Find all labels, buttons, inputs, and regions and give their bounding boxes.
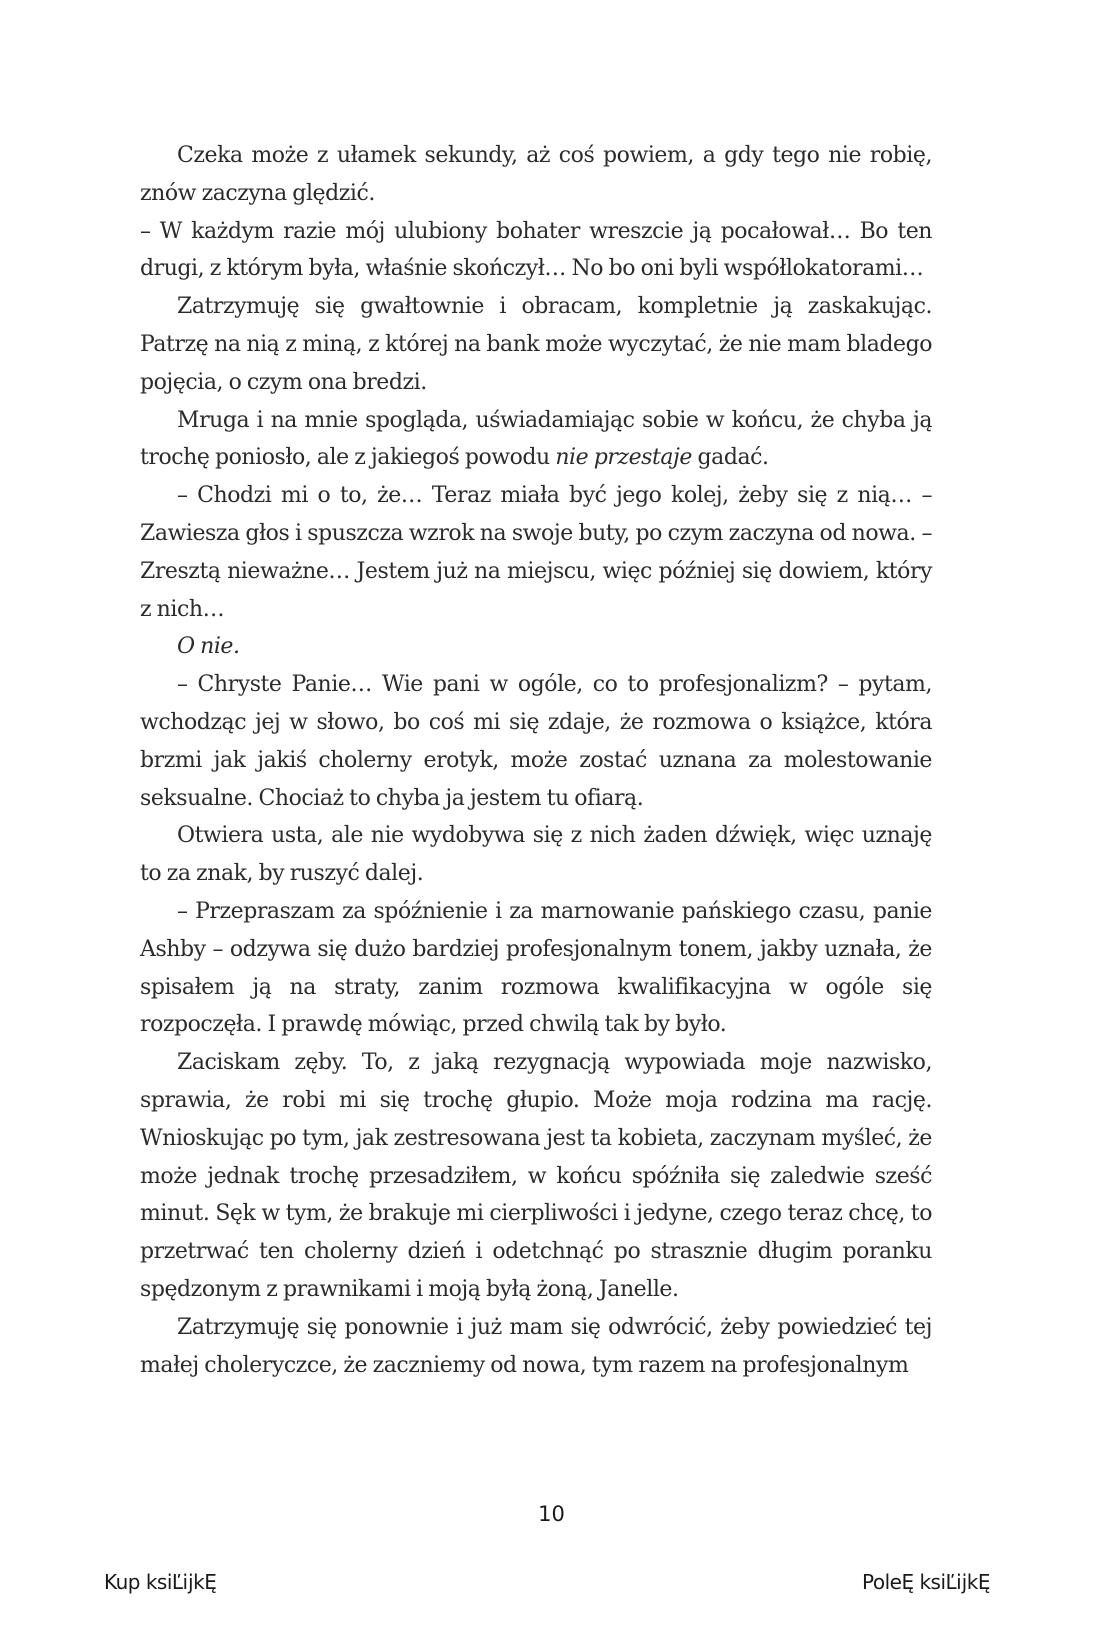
- paragraph-10: Zaciskam zęby. To, z jaką rezygnacją wypowiada moje nazwisko, sprawia, że robi mi się trochę głupio. Może moja rodzina ma rację. Wnioskując po tym, jak zestresowana jest ta kobieta, zaczynam myśleć, że może jednak trochę przesadziłem, w końcu spóźniła się zaledwie sześć minut. Sęk w tym, że brakuje mi cierpliwości i jedyne, czego teraz chcę, to przetrwać ten cholerny dzień i odetchnąć po strasznie długim poranku spędzonym z prawnikami i moją byłą żoną, Janelle.: [140, 1050, 932, 1302]
- buy-book-link[interactable]: Kup ksiĽĳkĘ: [104, 1570, 217, 1594]
- paragraph-8: Otwiera usta, ale nie wydobywa się z nich żaden dźwięk, więc uznaję to za znak, by ruszyć dalej.: [140, 823, 932, 887]
- paragraph-4-tail: gadać.: [692, 445, 769, 471]
- paragraph-9: – Przepraszam za spóźnienie i za marnowanie pańskiego czasu, panie Ashby – odzywa się dużo bardziej profesjonalnym tonem, jakby uznała, że spisałem ją na straty, zanim rozmowa kwalifikacyjna w ogóle się rozpoczęła. I prawdę mówiąc, przed chwilą tak by było.: [140, 898, 932, 1038]
- recommend-book-link[interactable]: PoleĘ ksiĽĳkĘ: [862, 1570, 990, 1594]
- page-number: 10: [538, 1502, 565, 1526]
- paragraph-7: – Chryste Panie… Wie pani w ogóle, co to profesjonalizm? – pytam, wchodząc jej w słowo, bo coś mi się zdaje, że rozmowa o książce, która brzmi jak jakiś cholerny erotyk, może zostać uznana za molestowanie seksualne. Chociaż to chyba ja jestem tu ofiarą.: [140, 672, 932, 811]
- paragraph-3: Zatrzymuję się gwałtownie i obracam, kompletnie ją zaskakując. Patrzę na nią z miną, z której na bank może wyczytać, że nie mam bladego pojęcia, o czym ona bredzi.: [140, 294, 932, 395]
- paragraph-4-text: Mruga i na mnie spogląda, uświadamiając sobie w końcu, że chyba ją trochę poniosło, ale z jakiegoś powodu: [140, 407, 932, 471]
- paragraph-1: Czeka może z ułamek sekundy, aż coś powiem, a gdy tego nie robię, znów zaczyna ględzić.: [140, 143, 932, 206]
- paragraph-11: Zatrzymuję się ponownie i już mam się odwrócić, żeby powiedzieć tej małej choleryczce, że zaczniemy od nowa, tym razem na profesjonalnym: [140, 1314, 932, 1378]
- paragraph-2: – W każdym razie mój ulubiony bohater wreszcie ją pocałował… Bo ten drugi, z którym była, właśnie skończył… No bo oni byli współlokatorami…: [140, 218, 932, 282]
- paragraph-5: – Chodzi mi o to, że… Teraz miała być jego kolej, żeby się z nią… – Zawiesza głos i spuszcza wzrok na swoje buty, po czym zaczyna od nowa. – Zresztą nieważne… Jestem już na miejscu, więc później się dowiem, który z nich…: [140, 483, 932, 622]
- paragraph-4: [140, 402, 932, 478]
- paragraph-4-emphasis: nie przestaje: [555, 445, 692, 471]
- body-text: [140, 137, 932, 1384]
- paragraph-6: O nie.: [177, 634, 240, 660]
